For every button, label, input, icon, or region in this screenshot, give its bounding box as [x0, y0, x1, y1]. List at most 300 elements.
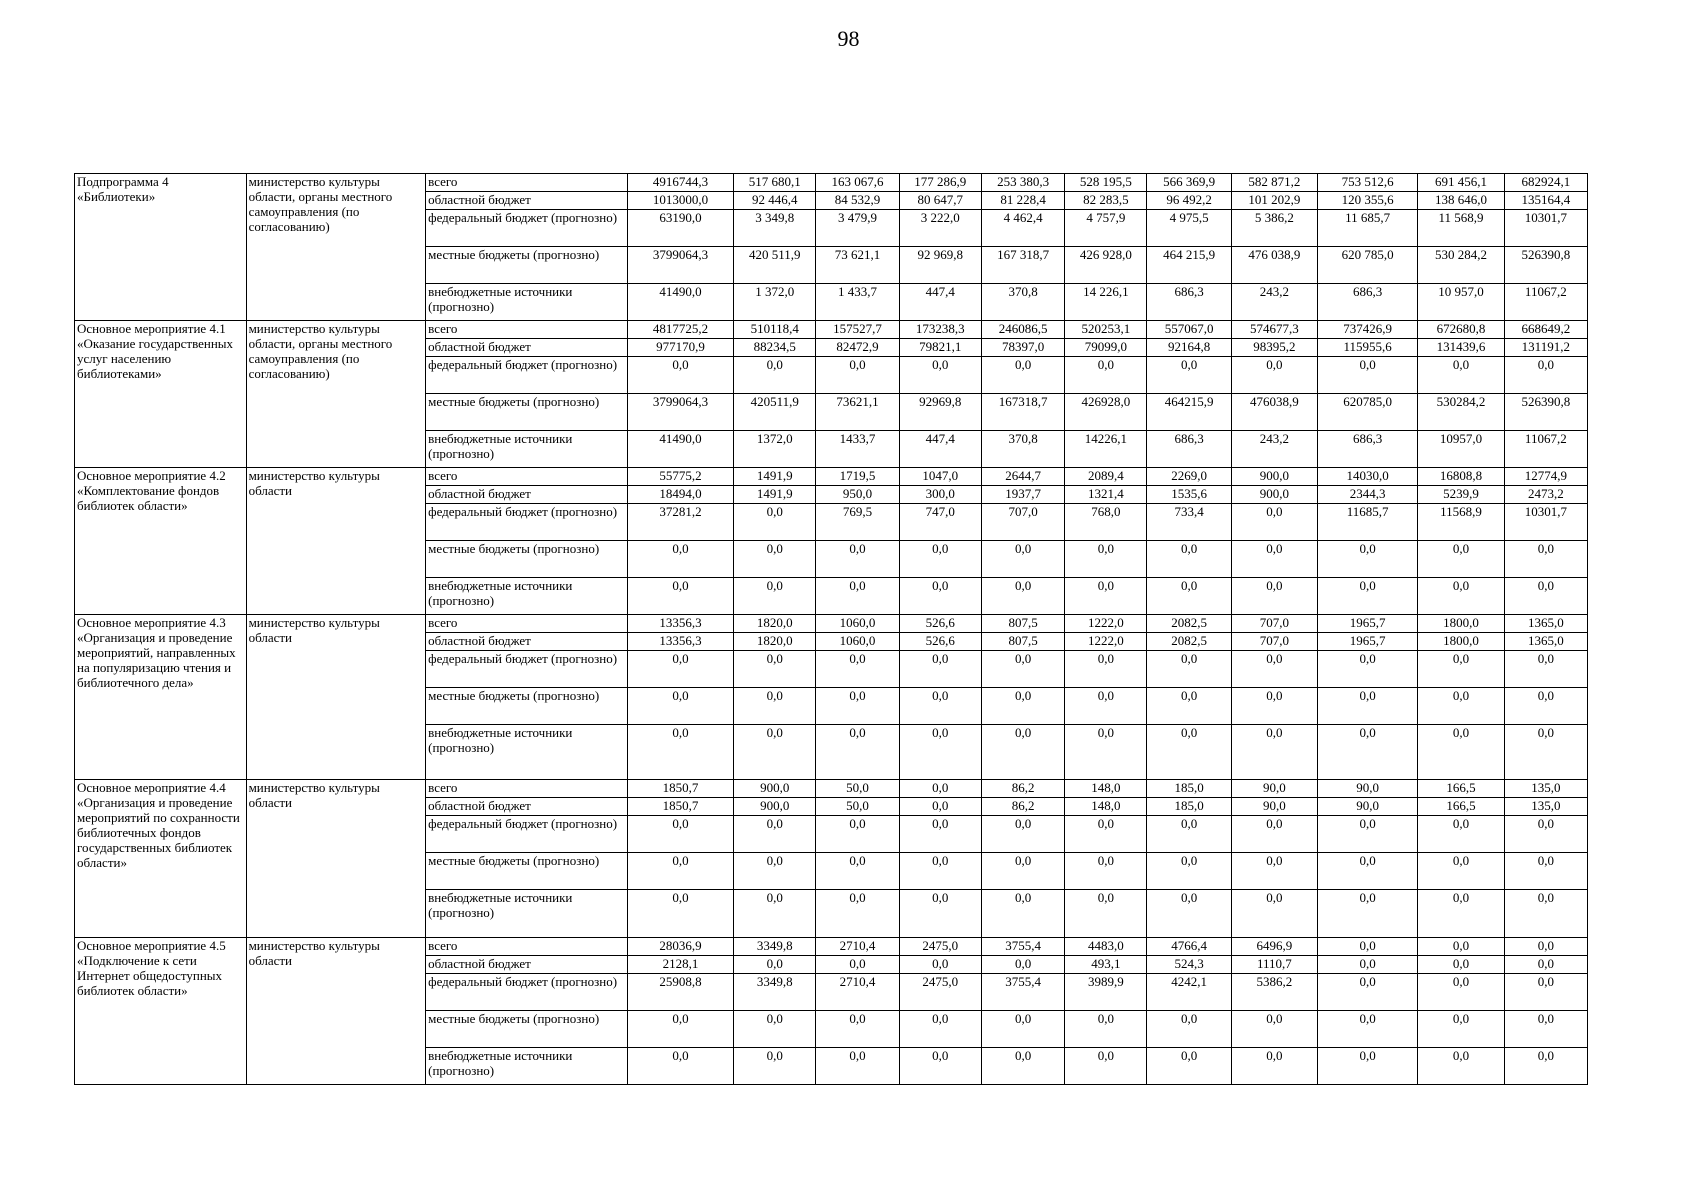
funding-source-cell: областной бюджет [426, 633, 628, 651]
amount-cell: 12774,9 [1504, 468, 1587, 486]
amount-cell: 0,0 [1418, 357, 1504, 394]
amount-cell: 1800,0 [1418, 633, 1504, 651]
amount-cell: 4916744,3 [627, 174, 733, 192]
amount-cell: 0,0 [981, 956, 1064, 974]
amount-cell: 0,0 [734, 725, 816, 780]
amount-cell: 0,0 [1231, 816, 1317, 853]
amount-cell: 0,0 [627, 578, 733, 615]
funding-source-cell: федеральный бюджет (прогнозно) [426, 504, 628, 541]
amount-cell: 90,0 [1231, 780, 1317, 798]
amount-cell: 0,0 [1504, 816, 1587, 853]
program-name-cell: Основное мероприятие 4.1 «Оказание государственных услуг населению библиотеками» [75, 321, 247, 468]
amount-cell: 672680,8 [1418, 321, 1504, 339]
amount-cell: 2128,1 [627, 956, 733, 974]
amount-cell: 0,0 [1065, 357, 1147, 394]
amount-cell: 682924,1 [1504, 174, 1587, 192]
amount-cell: 526,6 [899, 615, 981, 633]
amount-cell: 82 283,5 [1065, 192, 1147, 210]
amount-cell: 0,0 [1147, 816, 1231, 853]
amount-cell: 120 355,6 [1318, 192, 1418, 210]
amount-cell: 0,0 [734, 541, 816, 578]
amount-cell: 0,0 [1318, 541, 1418, 578]
amount-cell: 63190,0 [627, 210, 733, 247]
amount-cell: 4 757,9 [1065, 210, 1147, 247]
amount-cell: 115955,6 [1318, 339, 1418, 357]
amount-cell: 41490,0 [627, 284, 733, 321]
amount-cell: 84 532,9 [816, 192, 899, 210]
amount-cell: 0,0 [1147, 578, 1231, 615]
amount-cell: 0,0 [1318, 1048, 1418, 1085]
amount-cell: 0,0 [1504, 1011, 1587, 1048]
amount-cell: 0,0 [1147, 1011, 1231, 1048]
amount-cell: 0,0 [1318, 890, 1418, 938]
amount-cell: 0,0 [1418, 651, 1504, 688]
amount-cell: 1491,9 [734, 468, 816, 486]
table-row [75, 321, 1588, 339]
amount-cell: 3755,4 [981, 938, 1064, 956]
amount-cell: 37281,2 [627, 504, 733, 541]
amount-cell: 691 456,1 [1418, 174, 1504, 192]
amount-cell: 0,0 [1065, 1048, 1147, 1085]
amount-cell: 1850,7 [627, 798, 733, 816]
funding-source-cell: всего [426, 468, 628, 486]
amount-cell: 574677,3 [1231, 321, 1317, 339]
amount-cell: 0,0 [1418, 956, 1504, 974]
amount-cell: 185,0 [1147, 780, 1231, 798]
amount-cell: 753 512,6 [1318, 174, 1418, 192]
amount-cell: 900,0 [1231, 468, 1317, 486]
amount-cell: 0,0 [1418, 938, 1504, 956]
amount-cell: 6496,9 [1231, 938, 1317, 956]
amount-cell: 0,0 [1147, 853, 1231, 890]
amount-cell: 0,0 [1504, 938, 1587, 956]
amount-cell: 1060,0 [816, 633, 899, 651]
amount-cell: 101 202,9 [1231, 192, 1317, 210]
funding-source-cell: областной бюджет [426, 339, 628, 357]
amount-cell: 0,0 [899, 956, 981, 974]
amount-cell: 0,0 [627, 357, 733, 394]
amount-cell: 92164,8 [1147, 339, 1231, 357]
amount-cell: 0,0 [816, 1011, 899, 1048]
amount-cell: 90,0 [1318, 780, 1418, 798]
amount-cell: 0,0 [981, 853, 1064, 890]
amount-cell: 0,0 [1147, 890, 1231, 938]
amount-cell: 4242,1 [1147, 974, 1231, 1011]
amount-cell: 0,0 [734, 504, 816, 541]
funding-source-cell: местные бюджеты (прогнозно) [426, 853, 628, 890]
amount-cell: 0,0 [1318, 974, 1418, 1011]
amount-cell: 0,0 [899, 816, 981, 853]
amount-cell: 2475,0 [899, 974, 981, 1011]
amount-cell: 166,5 [1418, 780, 1504, 798]
amount-cell: 0,0 [734, 688, 816, 725]
amount-cell: 528 195,5 [1065, 174, 1147, 192]
amount-cell: 0,0 [627, 541, 733, 578]
amount-cell: 686,3 [1318, 284, 1418, 321]
amount-cell: 464 215,9 [1147, 247, 1231, 284]
amount-cell: 173238,3 [899, 321, 981, 339]
amount-cell: 5239,9 [1418, 486, 1504, 504]
amount-cell: 0,0 [1147, 725, 1231, 780]
amount-cell: 3 349,8 [734, 210, 816, 247]
amount-cell: 10301,7 [1504, 504, 1587, 541]
amount-cell: 0,0 [627, 1011, 733, 1048]
amount-cell: 0,0 [899, 853, 981, 890]
amount-cell: 11685,7 [1318, 504, 1418, 541]
amount-cell: 0,0 [899, 725, 981, 780]
amount-cell: 807,5 [981, 633, 1064, 651]
amount-cell: 0,0 [1504, 725, 1587, 780]
amount-cell: 0,0 [1231, 541, 1317, 578]
amount-cell: 1965,7 [1318, 633, 1418, 651]
amount-cell: 79099,0 [1065, 339, 1147, 357]
amount-cell: 0,0 [1418, 725, 1504, 780]
amount-cell: 5386,2 [1231, 974, 1317, 1011]
amount-cell: 3 479,9 [816, 210, 899, 247]
amount-cell: 0,0 [1318, 1011, 1418, 1048]
amount-cell: 0,0 [1065, 890, 1147, 938]
amount-cell: 167 318,7 [981, 247, 1064, 284]
amount-cell: 11 568,9 [1418, 210, 1504, 247]
amount-cell: 464215,9 [1147, 394, 1231, 431]
amount-cell: 0,0 [1418, 974, 1504, 1011]
amount-cell: 0,0 [981, 578, 1064, 615]
amount-cell: 253 380,3 [981, 174, 1064, 192]
amount-cell: 1820,0 [734, 633, 816, 651]
amount-cell: 0,0 [816, 578, 899, 615]
amount-cell: 0,0 [816, 816, 899, 853]
amount-cell: 96 492,2 [1147, 192, 1231, 210]
amount-cell: 0,0 [816, 357, 899, 394]
amount-cell: 10 957,0 [1418, 284, 1504, 321]
amount-cell: 668649,2 [1504, 321, 1587, 339]
table-row [75, 615, 1588, 633]
amount-cell: 0,0 [1318, 688, 1418, 725]
amount-cell: 769,5 [816, 504, 899, 541]
amount-cell: 0,0 [1147, 541, 1231, 578]
amount-cell: 0,0 [734, 853, 816, 890]
amount-cell: 510118,4 [734, 321, 816, 339]
amount-cell: 0,0 [816, 725, 899, 780]
amount-cell: 426 928,0 [1065, 247, 1147, 284]
funding-source-cell: внебюджетные источники (прогнозно) [426, 1048, 628, 1085]
amount-cell: 0,0 [627, 1048, 733, 1085]
funding-source-cell: местные бюджеты (прогнозно) [426, 247, 628, 284]
amount-cell: 0,0 [816, 853, 899, 890]
amount-cell: 0,0 [899, 1011, 981, 1048]
funding-source-cell: местные бюджеты (прогнозно) [426, 688, 628, 725]
amount-cell: 0,0 [1504, 357, 1587, 394]
amount-cell: 0,0 [1504, 890, 1587, 938]
amount-cell: 0,0 [1065, 853, 1147, 890]
amount-cell: 0,0 [627, 651, 733, 688]
amount-cell: 86,2 [981, 780, 1064, 798]
amount-cell: 163 067,6 [816, 174, 899, 192]
amount-cell: 0,0 [1504, 651, 1587, 688]
amount-cell: 3349,8 [734, 974, 816, 1011]
amount-cell: 0,0 [816, 890, 899, 938]
amount-cell: 0,0 [1231, 1048, 1317, 1085]
amount-cell: 0,0 [734, 578, 816, 615]
amount-cell: 0,0 [1147, 688, 1231, 725]
amount-cell: 4483,0 [1065, 938, 1147, 956]
amount-cell: 0,0 [627, 890, 733, 938]
amount-cell: 0,0 [627, 688, 733, 725]
amount-cell: 1 433,7 [816, 284, 899, 321]
amount-cell: 566 369,9 [1147, 174, 1231, 192]
amount-cell: 1060,0 [816, 615, 899, 633]
amount-cell: 2089,4 [1065, 468, 1147, 486]
funding-source-cell: федеральный бюджет (прогнозно) [426, 210, 628, 247]
amount-cell: 0,0 [981, 541, 1064, 578]
amount-cell: 0,0 [981, 651, 1064, 688]
amount-cell: 41490,0 [627, 431, 733, 468]
amount-cell: 0,0 [1147, 651, 1231, 688]
amount-cell: 0,0 [627, 725, 733, 780]
amount-cell: 4766,4 [1147, 938, 1231, 956]
amount-cell: 73621,1 [816, 394, 899, 431]
amount-cell: 0,0 [899, 798, 981, 816]
amount-cell: 88234,5 [734, 339, 816, 357]
amount-cell: 0,0 [1065, 816, 1147, 853]
amount-cell: 4 462,4 [981, 210, 1064, 247]
amount-cell: 25908,8 [627, 974, 733, 1011]
amount-cell: 3799064,3 [627, 394, 733, 431]
amount-cell: 1372,0 [734, 431, 816, 468]
amount-cell: 0,0 [1318, 816, 1418, 853]
amount-cell: 977170,9 [627, 339, 733, 357]
amount-cell: 82472,9 [816, 339, 899, 357]
amount-cell: 135,0 [1504, 780, 1587, 798]
amount-cell: 0,0 [981, 357, 1064, 394]
amount-cell: 0,0 [981, 1048, 1064, 1085]
funding-source-cell: внебюджетные источники (прогнозно) [426, 284, 628, 321]
amount-cell: 0,0 [1147, 1048, 1231, 1085]
amount-cell: 0,0 [899, 357, 981, 394]
funding-source-cell: областной бюджет [426, 956, 628, 974]
funding-source-cell: внебюджетные источники (прогнозно) [426, 725, 628, 780]
amount-cell: 0,0 [1231, 651, 1317, 688]
amount-cell: 55775,2 [627, 468, 733, 486]
amount-cell: 3755,4 [981, 974, 1064, 1011]
executor-cell: министерство культуры области, органы местного самоуправления (по согласованию) [246, 174, 426, 321]
funding-source-cell: местные бюджеты (прогнозно) [426, 1011, 628, 1048]
amount-cell: 2473,2 [1504, 486, 1587, 504]
amount-cell: 167318,7 [981, 394, 1064, 431]
amount-cell: 737426,9 [1318, 321, 1418, 339]
funding-source-cell: всего [426, 321, 628, 339]
amount-cell: 686,3 [1318, 431, 1418, 468]
amount-cell: 80 647,7 [899, 192, 981, 210]
amount-cell: 0,0 [1418, 1011, 1504, 1048]
amount-cell: 582 871,2 [1231, 174, 1317, 192]
amount-cell: 0,0 [816, 688, 899, 725]
amount-cell: 0,0 [734, 357, 816, 394]
amount-cell: 1433,7 [816, 431, 899, 468]
funding-source-cell: всего [426, 938, 628, 956]
amount-cell: 0,0 [734, 651, 816, 688]
amount-cell: 90,0 [1318, 798, 1418, 816]
amount-cell: 3989,9 [1065, 974, 1147, 1011]
table-body [75, 174, 1588, 1085]
funding-table [74, 173, 1588, 1085]
amount-cell: 1491,9 [734, 486, 816, 504]
amount-cell: 98395,2 [1231, 339, 1317, 357]
amount-cell: 0,0 [734, 816, 816, 853]
amount-cell: 0,0 [1504, 1048, 1587, 1085]
amount-cell: 1965,7 [1318, 615, 1418, 633]
funding-source-cell: областной бюджет [426, 798, 628, 816]
amount-cell: 950,0 [816, 486, 899, 504]
amount-cell: 707,0 [981, 504, 1064, 541]
amount-cell: 807,5 [981, 615, 1064, 633]
amount-cell: 0,0 [899, 688, 981, 725]
amount-cell: 0,0 [1418, 578, 1504, 615]
amount-cell: 0,0 [981, 890, 1064, 938]
funding-source-cell: всего [426, 174, 628, 192]
amount-cell: 0,0 [1231, 1011, 1317, 1048]
program-name-cell: Основное мероприятие 4.3 «Организация и проведение мероприятий, направленных на популяризацию чтения и библиотечного дела» [75, 615, 247, 780]
amount-cell: 530284,2 [1418, 394, 1504, 431]
amount-cell: 5 386,2 [1231, 210, 1317, 247]
amount-cell: 135164,4 [1504, 192, 1587, 210]
program-name-cell: Основное мероприятие 4.5 «Подключение к сети Интернет общедоступных библиотек области» [75, 938, 247, 1085]
amount-cell: 0,0 [734, 890, 816, 938]
amount-cell: 0,0 [1147, 357, 1231, 394]
amount-cell: 370,8 [981, 431, 1064, 468]
amount-cell: 1222,0 [1065, 633, 1147, 651]
table-row [75, 938, 1588, 956]
amount-cell: 420 511,9 [734, 247, 816, 284]
amount-cell: 90,0 [1231, 798, 1317, 816]
funding-source-cell: местные бюджеты (прогнозно) [426, 541, 628, 578]
funding-source-cell: федеральный бюджет (прогнозно) [426, 816, 628, 853]
amount-cell: 0,0 [816, 1048, 899, 1085]
amount-cell: 530 284,2 [1418, 247, 1504, 284]
amount-cell: 14226,1 [1065, 431, 1147, 468]
amount-cell: 2710,4 [816, 974, 899, 1011]
amount-cell: 2644,7 [981, 468, 1064, 486]
amount-cell: 517 680,1 [734, 174, 816, 192]
amount-cell: 0,0 [1231, 504, 1317, 541]
program-name-cell: Основное мероприятие 4.2 «Комплектование фондов библиотек области» [75, 468, 247, 615]
amount-cell: 92969,8 [899, 394, 981, 431]
amount-cell: 185,0 [1147, 798, 1231, 816]
amount-cell: 900,0 [734, 798, 816, 816]
amount-cell: 0,0 [899, 651, 981, 688]
amount-cell: 1800,0 [1418, 615, 1504, 633]
amount-cell: 0,0 [1418, 890, 1504, 938]
amount-cell: 3 222,0 [899, 210, 981, 247]
amount-cell: 426928,0 [1065, 394, 1147, 431]
amount-cell: 524,3 [1147, 956, 1231, 974]
amount-cell: 1719,5 [816, 468, 899, 486]
amount-cell: 0,0 [627, 853, 733, 890]
amount-cell: 0,0 [1504, 853, 1587, 890]
amount-cell: 0,0 [816, 651, 899, 688]
amount-cell: 0,0 [1318, 853, 1418, 890]
amount-cell: 447,4 [899, 284, 981, 321]
amount-cell: 0,0 [1418, 853, 1504, 890]
amount-cell: 557067,0 [1147, 321, 1231, 339]
amount-cell: 138 646,0 [1418, 192, 1504, 210]
amount-cell: 148,0 [1065, 798, 1147, 816]
amount-cell: 1047,0 [899, 468, 981, 486]
amount-cell: 11 685,7 [1318, 210, 1418, 247]
amount-cell: 131439,6 [1418, 339, 1504, 357]
amount-cell: 1222,0 [1065, 615, 1147, 633]
amount-cell: 1321,4 [1065, 486, 1147, 504]
amount-cell: 1013000,0 [627, 192, 733, 210]
amount-cell: 0,0 [816, 541, 899, 578]
amount-cell: 420511,9 [734, 394, 816, 431]
amount-cell: 18494,0 [627, 486, 733, 504]
amount-cell: 0,0 [981, 1011, 1064, 1048]
table-row [75, 780, 1588, 798]
amount-cell: 2269,0 [1147, 468, 1231, 486]
amount-cell: 0,0 [1504, 956, 1587, 974]
amount-cell: 0,0 [1418, 688, 1504, 725]
amount-cell: 135,0 [1504, 798, 1587, 816]
amount-cell: 0,0 [1065, 688, 1147, 725]
amount-cell: 0,0 [1065, 725, 1147, 780]
amount-cell: 300,0 [899, 486, 981, 504]
amount-cell: 0,0 [734, 1048, 816, 1085]
amount-cell: 13356,3 [627, 615, 733, 633]
amount-cell: 0,0 [1065, 651, 1147, 688]
executor-cell: министерство культуры области [246, 615, 426, 780]
table-row [75, 468, 1588, 486]
amount-cell: 0,0 [1231, 578, 1317, 615]
amount-cell: 0,0 [1231, 890, 1317, 938]
amount-cell: 0,0 [1231, 853, 1317, 890]
amount-cell: 0,0 [981, 725, 1064, 780]
amount-cell: 92 969,8 [899, 247, 981, 284]
amount-cell: 2082,5 [1147, 615, 1231, 633]
amount-cell: 1850,7 [627, 780, 733, 798]
amount-cell: 0,0 [1504, 688, 1587, 725]
amount-cell: 246086,5 [981, 321, 1064, 339]
amount-cell: 166,5 [1418, 798, 1504, 816]
amount-cell: 620 785,0 [1318, 247, 1418, 284]
amount-cell: 1110,7 [1231, 956, 1317, 974]
amount-cell: 707,0 [1231, 615, 1317, 633]
amount-cell: 526,6 [899, 633, 981, 651]
amount-cell: 493,1 [1065, 956, 1147, 974]
amount-cell: 0,0 [734, 1011, 816, 1048]
amount-cell: 900,0 [734, 780, 816, 798]
amount-cell: 13356,3 [627, 633, 733, 651]
amount-cell: 14 226,1 [1065, 284, 1147, 321]
amount-cell: 11067,2 [1504, 284, 1587, 321]
amount-cell: 0,0 [1318, 938, 1418, 956]
amount-cell: 2082,5 [1147, 633, 1231, 651]
amount-cell: 520253,1 [1065, 321, 1147, 339]
amount-cell: 2475,0 [899, 938, 981, 956]
amount-cell: 707,0 [1231, 633, 1317, 651]
amount-cell: 0,0 [1318, 651, 1418, 688]
amount-cell: 768,0 [1065, 504, 1147, 541]
amount-cell: 526390,8 [1504, 247, 1587, 284]
amount-cell: 1820,0 [734, 615, 816, 633]
program-name-cell: Основное мероприятие 4.4 «Организация и проведение мероприятий по сохранности библиотечных фондов государственных библиотек области» [75, 780, 247, 938]
amount-cell: 1365,0 [1504, 615, 1587, 633]
amount-cell: 0,0 [981, 816, 1064, 853]
amount-cell: 14030,0 [1318, 468, 1418, 486]
page-number: 98 [837, 26, 860, 51]
amount-cell: 28036,9 [627, 938, 733, 956]
amount-cell: 4817725,2 [627, 321, 733, 339]
